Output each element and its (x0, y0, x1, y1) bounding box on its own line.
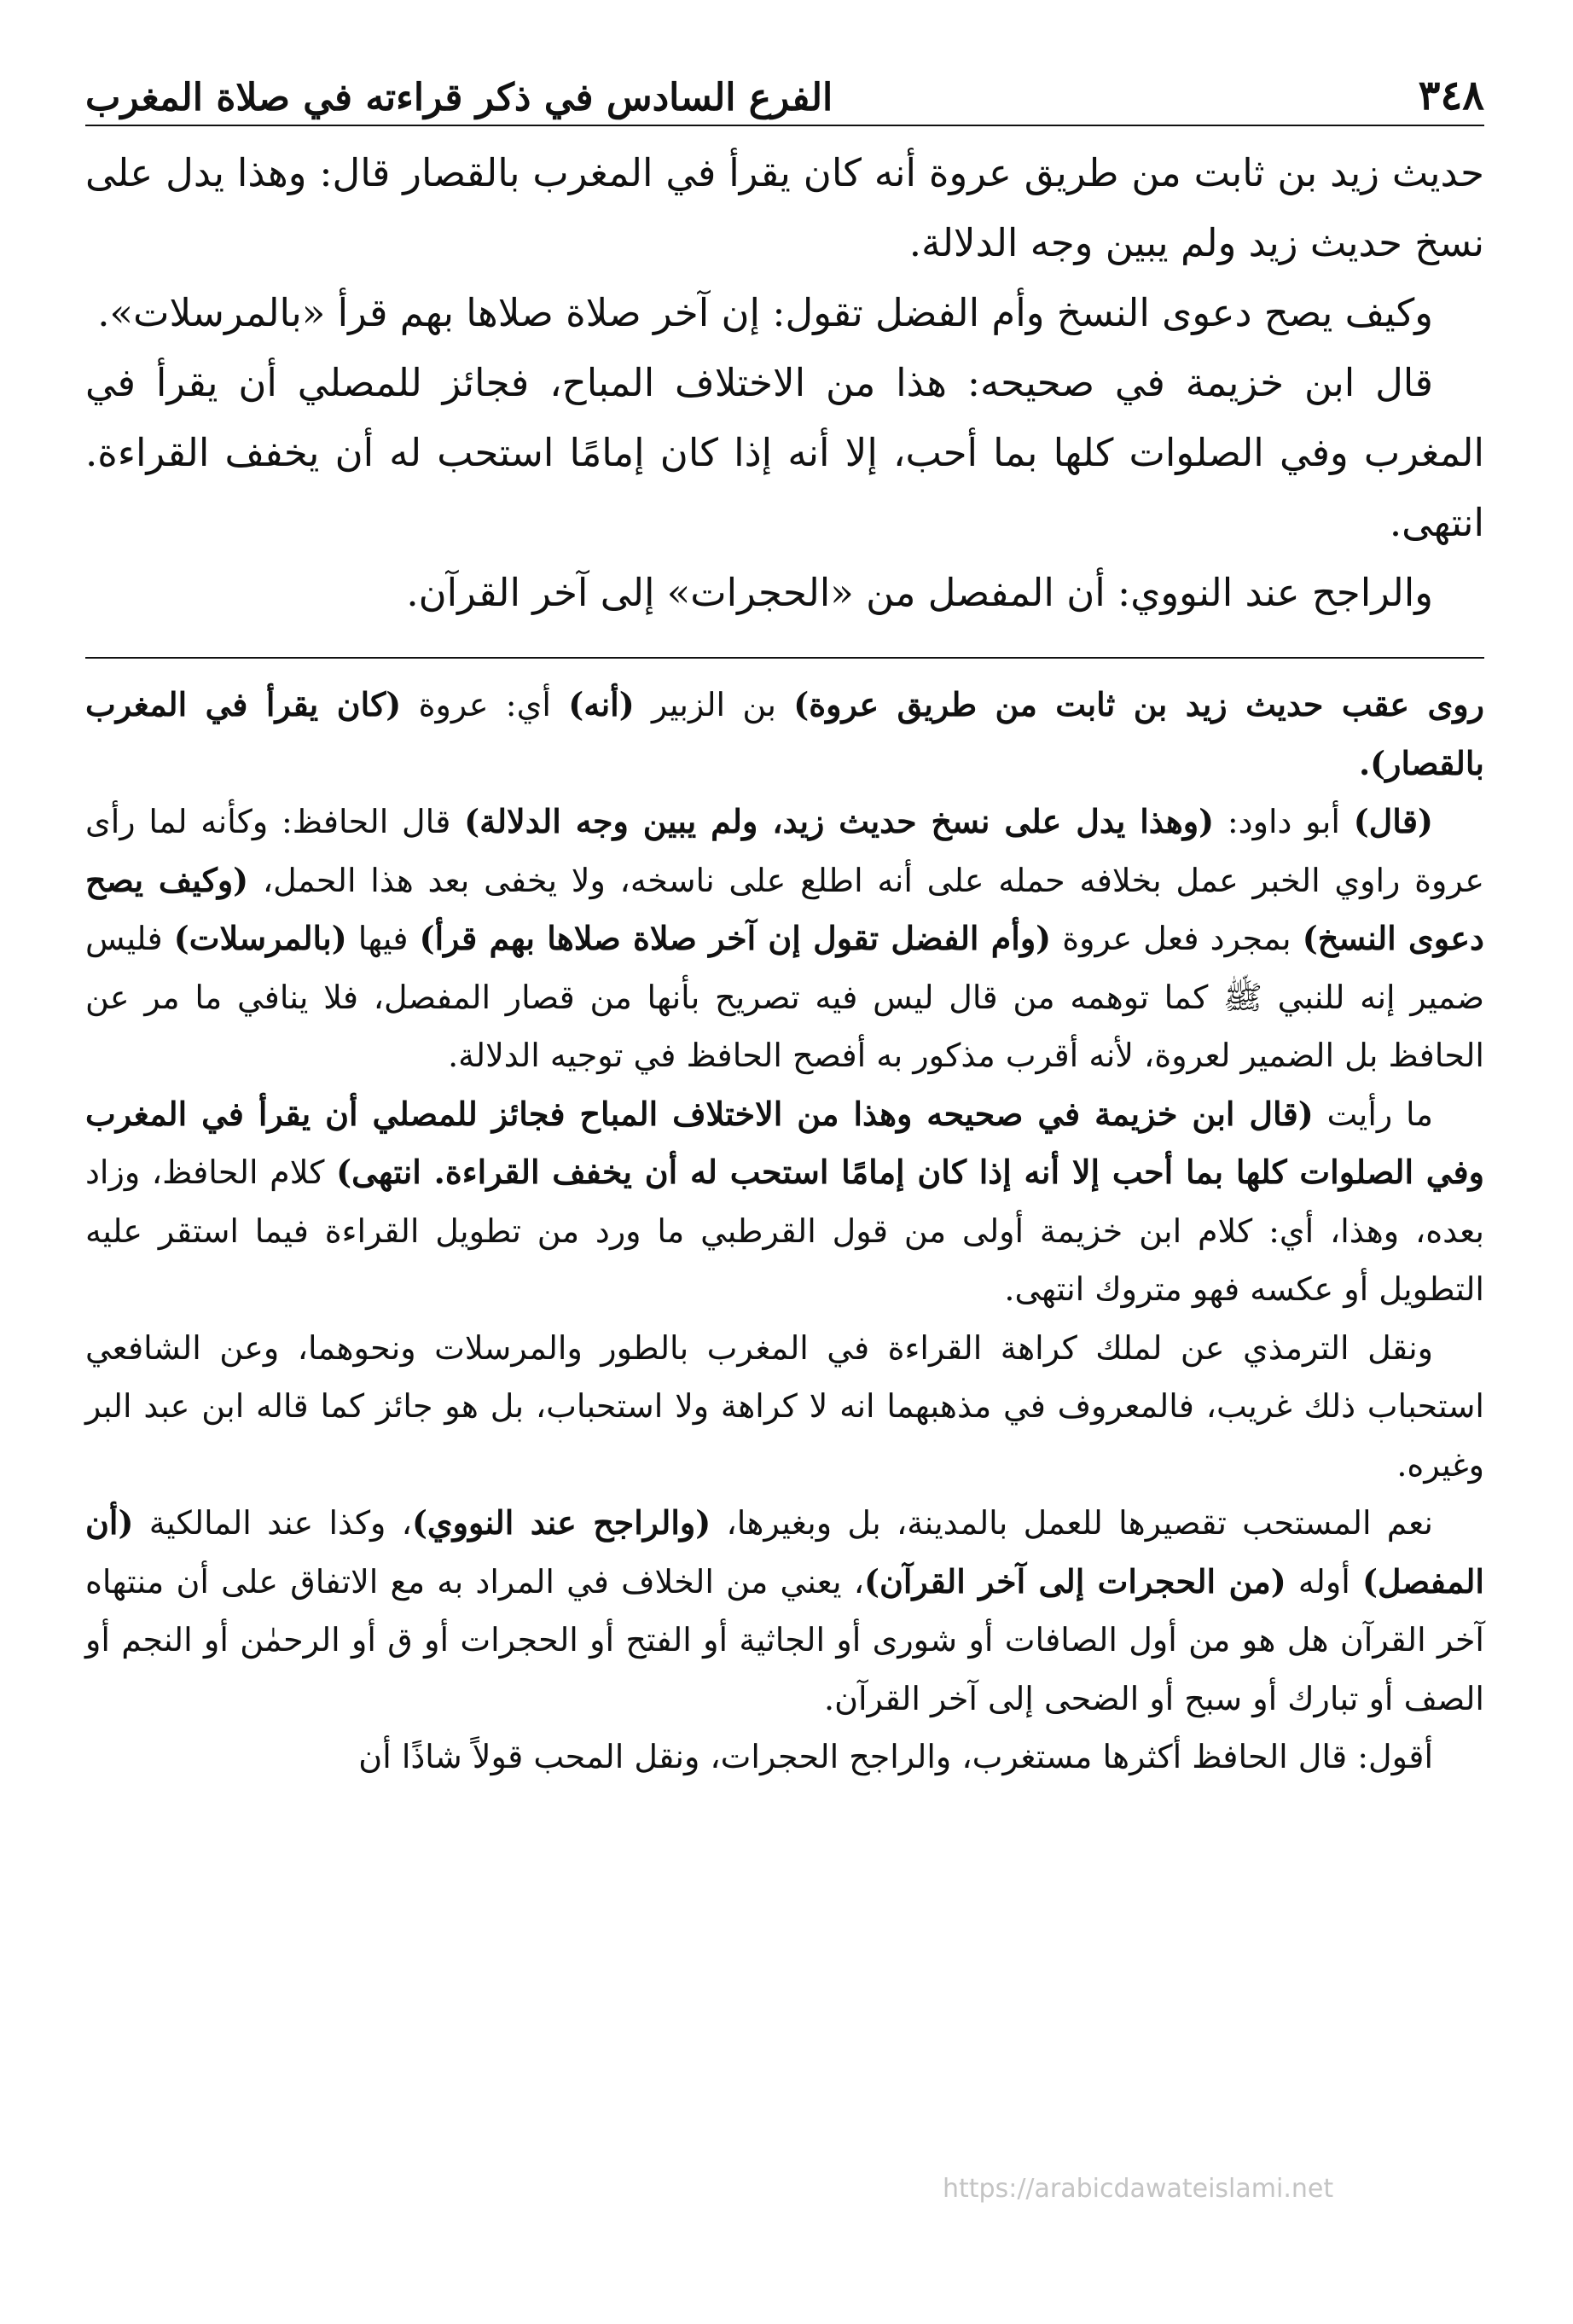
commentary-paragraph (85, 676, 1484, 793)
quoted-text: (وكيف يصح دعوى النسخ) (85, 860, 1484, 957)
page-number: ٣٤٨ (1418, 72, 1484, 119)
commentary-text: قال الحافظ: وكأنه لما رأى عروة راوي الخبر عمل بخلافه حمله على أنه اطلع على ناسخه، ولا يخفى بعد هذا الحمل، (85, 803, 1484, 899)
commentary-paragraph (85, 793, 1484, 1085)
quoted-text: (أنه) (568, 685, 635, 723)
commentary-paragraph (85, 1085, 1484, 1319)
matn-paragraph: وكيف يصح دعوى النسخ وأم الفضل تقول: إن آخر صلاة صلاها بهم قرأ «بالمرسلات». (97, 290, 1433, 335)
chapter-title: الفرع السادس في ذكر قراءته في صلاة المغرب (85, 76, 833, 119)
quoted-text: (أن المفصل) (85, 1503, 1484, 1601)
matn-paragraph: والراجح عند النووي: أن المفصل من «الحجرات» إلى آخر القرآن. (406, 570, 1433, 615)
quoted-text: (من الحجرات إلى آخر القرآن) (864, 1561, 1286, 1601)
commentary-text: بمجرد فعل عروة (1051, 920, 1303, 957)
running-header (85, 60, 1484, 126)
book-page (85, 60, 1484, 1787)
quoted-text: روى عقب حديث زيد بن ثابت من طريق عروة) (793, 685, 1484, 723)
commentary-text: ، وكذا عند المالكية (133, 1504, 412, 1542)
main-text (85, 126, 1484, 628)
commentary-text: أي: عروة (401, 686, 569, 723)
commentary-paragraph: أقول: قال الحافظ أكثرها مستغرب، والراجح الحجرات، ونقل المحب قولاً شاذًا أن (358, 1738, 1433, 1775)
commentary-text: كلام الحافظ، وزاد بعده، وهذا، أي: كلام ابن خزيمة أولى من قول القرطبي ما ورد من تطويل القراءة فيما استقر عليه التطويل أو عكسه فهو متروك انتهى. (85, 1153, 1484, 1308)
quoted-text: (والراجح عند النووي) (411, 1503, 711, 1542)
commentary-text: أوله (1286, 1562, 1362, 1601)
commentary-text: بن الزبير (634, 686, 794, 723)
watermark-url: https://arabicdawateislami.net (943, 2174, 1334, 2204)
quoted-text: (وأم الفضل تقول إن آخر صلاة صلاها بهم قرأ) (419, 919, 1052, 957)
commentary-text: ما رأيت (1313, 1095, 1433, 1133)
commentary-text: فليس ضمير إنه للنبي ﷺ كما توهمه من قال ليس فيه تصريح بأنها من قصار المفصل، فلا ينافي ما مر عن الحافظ بل الضمير لعروة، لأنه أقرب مذكور به أفصح الحافظ في توجيه الدلالة. (85, 920, 1484, 1074)
commentary-text: نعم المستحب تقصيرها للعمل بالمدينة، بل وبغيرها، (711, 1504, 1433, 1542)
quoted-text: (كان يقرأ في المغرب بالقصار). (85, 685, 1484, 782)
matn-paragraph: قال ابن خزيمة في صحيحه: هذا من الاختلاف المباح، فجائز للمصلي أن يقرأ في المغرب وفي الصلوات كلها بما أحب، إلا أنه إذا كان إمامًا استحب له أن يخفف القراءة. انتهى. (85, 360, 1484, 545)
section-divider (85, 657, 1484, 659)
quoted-text: (قال) (1353, 802, 1433, 840)
quoted-text: (وهذا يدل على نسخ حديث زيد، ولم يبين وجه الدلالة) (464, 802, 1215, 840)
quoted-text: (قال ابن خزيمة في صحيحه وهذا من الاختلاف المباح فجائز للمصلي أن يقرأ في المغرب وفي الصلوات كلها بما أحب إلا أنه إذا كان إمامًا استحب له أن يخفف القراءة. انتهى) (85, 1094, 1484, 1191)
quoted-text: (بالمرسلات) (173, 919, 347, 957)
commentary-paragraph (85, 1494, 1484, 1728)
commentary-text: أبو داود: (1214, 803, 1354, 840)
commentary-paragraph: ونقل الترمذي عن لملك كراهة القراءة في المغرب بالطور والمرسلات ونحوهما، وعن الشافعي استحباب ذلك غريب، فالمعروف في مذهبهما انه لا كراهة ولا استحباب، بل هو جائز كما قاله ابن عبد البر وغيره. (85, 1328, 1484, 1484)
commentary-text: فيها (346, 920, 420, 957)
commentary-text: ، يعني من الخلاف في المراد به مع الاتفاق على أن منتهاه آخر القرآن هل هو من أول الصافات أو شورى أو الجاثية أو الفتح أو الحجرات أو ق أو الرحمٰن أو النجم أو الصف أو تبارك أو سبح أو الضحى إلى آخر القرآن. (85, 1562, 1484, 1717)
matn-paragraph: حديث زيد بن ثابت من طريق عروة أنه كان يقرأ في المغرب بالقصار قال: وهذا يدل على نسخ حديث زيد ولم يبين وجه الدلالة. (85, 150, 1484, 265)
commentary (85, 676, 1484, 1787)
